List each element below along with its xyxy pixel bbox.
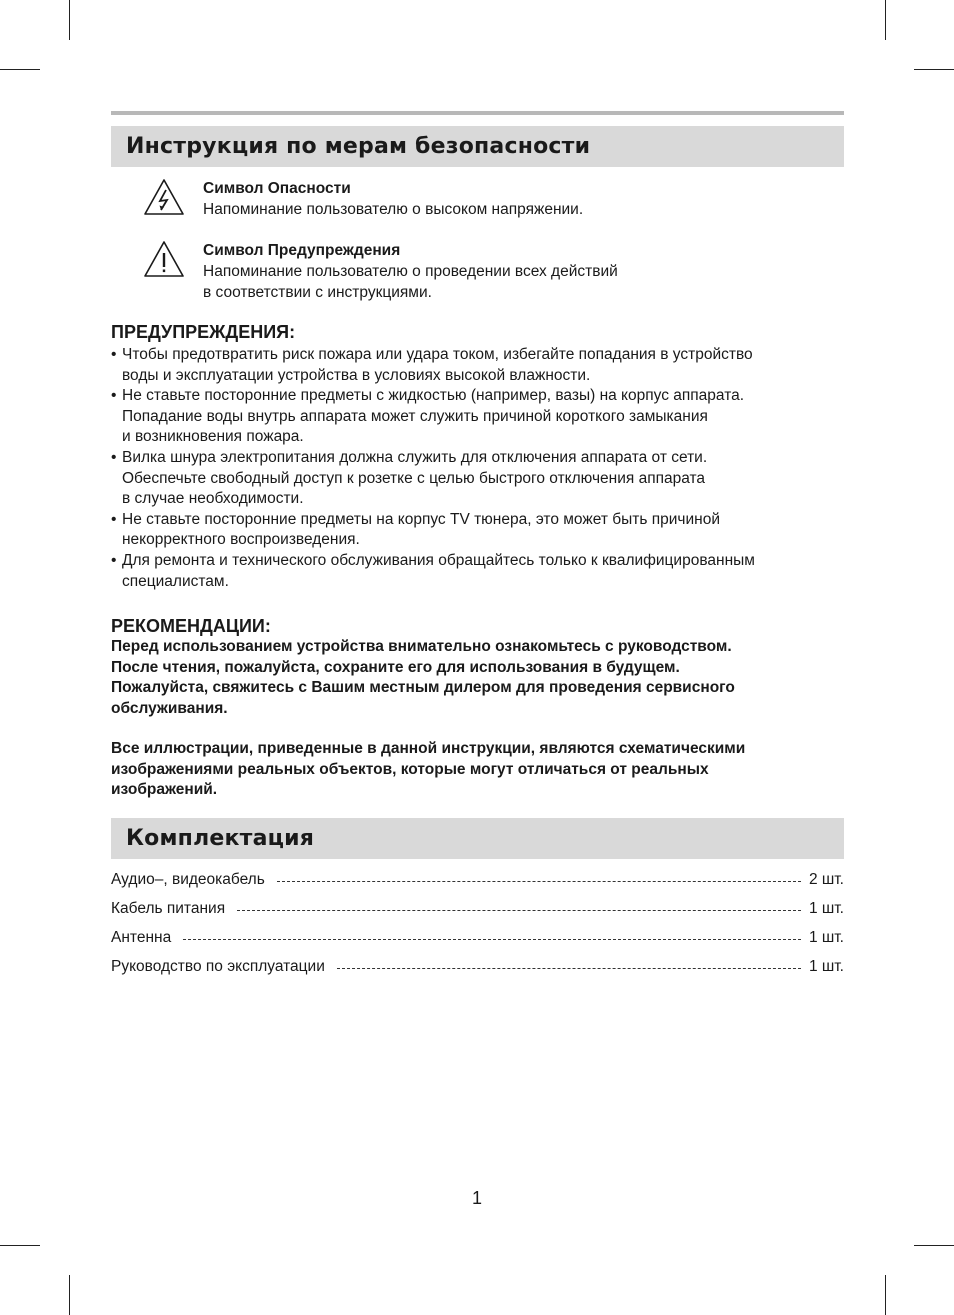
bullet: • (111, 346, 117, 363)
list-item (111, 510, 851, 551)
warnings-heading: ПРЕДУПРЕЖДЕНИЯ: (111, 322, 296, 342)
paragraph-line: Перед использованием устройства внимательно ознакомьтесь с руководством. (111, 638, 732, 655)
crop-mark (914, 69, 954, 70)
warning-symbol-text: Напоминание пользователю о проведении всех действий (203, 263, 618, 280)
paragraph-line: изображениями реальных объектов, которые могут отличаться от реальных (111, 760, 709, 778)
warning-symbol-title: Символ Предупреждения (203, 242, 401, 259)
crop-mark (885, 0, 886, 40)
dotted-leader (237, 909, 801, 911)
package-item (111, 929, 844, 958)
crop-mark (885, 1275, 886, 1315)
list-item-text: Для ремонта и технического обслуживания обращайтесь только к квалифицированным (122, 551, 755, 569)
list-item-text: Чтобы предотвратить риск пожара или удара током, избегайте попадания в устройство (122, 346, 753, 363)
paragraph-line: изображений. (111, 781, 218, 799)
warning-symbol-text: в соответствии с инструкциями. (203, 284, 432, 301)
list-item-text: Вилка шнура электропитания должна служить для отключения аппарата от сети. (122, 448, 708, 466)
lightning-warning-icon (143, 178, 185, 216)
recommendations-paragraph (111, 637, 851, 719)
package-item (111, 871, 844, 900)
list-item-text: Не ставьте посторонние предметы с жидкостью (например, вазы) на корпус аппарата. (122, 387, 745, 405)
bullet: • (111, 551, 117, 569)
list-item-text: специалистам. (122, 572, 229, 590)
list-item (111, 345, 851, 386)
safety-title: Инструкция по мерам безопасности (126, 134, 591, 159)
paragraph-line: обслуживания. (111, 699, 228, 717)
bullet: • (111, 510, 117, 528)
list-item (111, 551, 851, 592)
list-item-text: Попадание воды внутрь аппарата может служить причиной короткого замыкания (122, 407, 708, 425)
bullet: • (111, 448, 117, 466)
page-number: 1 (471, 1188, 482, 1208)
list-item-text: воды и эксплуатации устройства в условиях высокой влажности. (122, 366, 591, 384)
recommendations-heading: РЕКОМЕНДАЦИИ: (111, 616, 271, 636)
danger-symbol-title: Символ Опасности (203, 180, 351, 197)
crop-mark (69, 0, 70, 40)
list-item-text: некорректного воспроизведения. (122, 531, 360, 549)
list-item-text: и возникновения пожара. (122, 428, 304, 446)
package-item-name: Аудио–, видеокабель (111, 871, 265, 888)
crop-mark (0, 69, 40, 70)
safety-section-header (111, 126, 844, 167)
paragraph-line: Пожалуйста, свяжитесь с Вашим местным дилером для проведения сервисного (111, 679, 735, 697)
package-item-qty: 1 шт. (808, 958, 844, 975)
bullet: • (111, 387, 117, 405)
list-item-text: в случае необходимости. (122, 490, 304, 508)
package-section-header (111, 818, 844, 859)
list-item (111, 386, 851, 448)
crop-mark (914, 1245, 954, 1246)
crop-mark (69, 1275, 70, 1315)
list-item (111, 448, 851, 510)
exclamation-warning-icon (143, 240, 185, 278)
list-item-text: Не ставьте посторонние предметы на корпус TV тюнера, это может быть причиной (122, 510, 720, 528)
crop-mark (0, 1245, 40, 1246)
list-item-text: Обеспечьте свободный доступ к розетке с целью быстрого отключения аппарата (122, 469, 706, 487)
package-item-name: Руководство по эксплуатации (111, 958, 325, 975)
paragraph-line: Все иллюстрации, приведенные в данной инструкции, являются схематическими (111, 740, 746, 757)
top-rule (111, 111, 844, 115)
illustrations-note (111, 739, 851, 801)
package-list (111, 871, 844, 987)
paragraph-line: После чтения, пожалуйста, сохраните его для использования в будущем. (111, 658, 680, 676)
danger-symbol-text: Напоминание пользователю о высоком напряжении. (203, 201, 584, 218)
package-item (111, 958, 844, 987)
package-item-name: Антенна (111, 929, 172, 946)
package-item (111, 900, 844, 929)
package-item-qty: 1 шт. (808, 900, 844, 917)
dotted-leader (183, 938, 801, 940)
package-item-name: Кабель питания (111, 900, 226, 917)
warnings-list (111, 345, 851, 592)
dotted-leader (277, 880, 801, 882)
package-title: Комплектация (126, 826, 315, 851)
dotted-leader (337, 967, 801, 969)
package-item-qty: 1 шт. (808, 929, 844, 946)
package-item-qty: 2 шт. (808, 871, 844, 888)
